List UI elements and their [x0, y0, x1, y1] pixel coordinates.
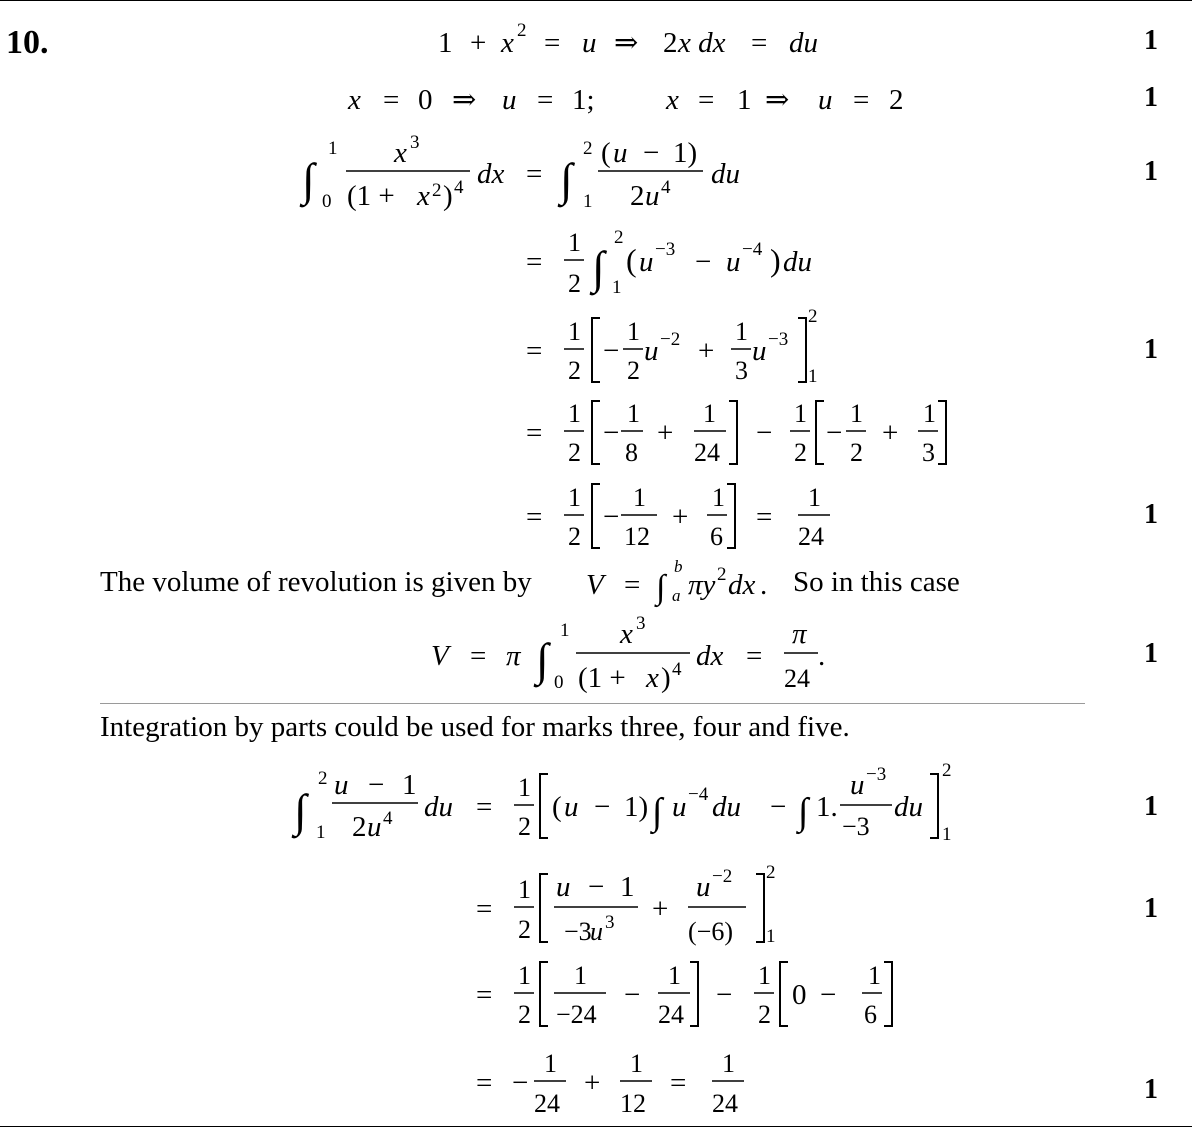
svg-text:−3: −3 — [655, 239, 676, 260]
svg-text:1: 1 — [518, 875, 531, 904]
svg-text:u: u — [502, 84, 517, 116]
svg-text:=: = — [476, 1067, 493, 1099]
svg-text:(: ( — [626, 242, 637, 278]
svg-text:⇒: ⇒ — [614, 27, 639, 59]
svg-text:−: − — [368, 769, 385, 801]
svg-text:b: b — [674, 557, 683, 576]
svg-text:−: − — [594, 791, 611, 823]
svg-text:V: V — [431, 640, 449, 672]
svg-text:x: x — [620, 618, 633, 650]
svg-text:−: − — [770, 791, 787, 823]
svg-text:(1 +: (1 + — [347, 180, 395, 212]
bottom-rule — [0, 1126, 1192, 1127]
svg-text:−24: −24 — [556, 1000, 597, 1029]
svg-text:=: = — [470, 640, 487, 672]
limits-line — [347, 84, 904, 116]
substitution-line — [438, 20, 818, 59]
svg-text:24: 24 — [534, 1089, 560, 1118]
svg-text:2: 2 — [627, 356, 640, 385]
svg-text:2: 2 — [432, 180, 442, 201]
svg-text:x: x — [394, 137, 407, 169]
volume-intro-text: The volume of revolution is given by — [100, 566, 532, 598]
svg-text:=: = — [526, 501, 543, 533]
section-divider — [100, 703, 1085, 704]
svg-text:−2: −2 — [712, 866, 733, 887]
svg-text:∫: ∫ — [294, 785, 307, 836]
mark-5: 1 — [1144, 499, 1158, 530]
svg-text:2: 2 — [568, 269, 581, 298]
svg-text:=: = — [746, 640, 763, 672]
svg-text:=: = — [670, 1067, 687, 1099]
svg-text:2: 2 — [630, 180, 645, 212]
svg-text:1: 1 — [668, 961, 681, 990]
svg-text:u: u — [752, 335, 767, 367]
svg-text:1: 1 — [518, 773, 531, 802]
svg-text:du: du — [783, 246, 812, 278]
parts-line-1 — [291, 760, 952, 845]
svg-text:u: u — [644, 335, 659, 367]
svg-text:=: = — [751, 27, 768, 59]
svg-text:u: u — [726, 246, 741, 278]
step-antiderivative — [526, 306, 818, 387]
svg-text:0: 0 — [554, 672, 564, 693]
mark-6: 1 — [1144, 638, 1158, 669]
svg-text:u: u — [334, 769, 349, 801]
svg-text:=: = — [526, 417, 543, 449]
svg-text:1): 1) — [673, 137, 698, 169]
svg-text:4: 4 — [454, 177, 464, 198]
svg-text:1: 1 — [868, 961, 881, 990]
svg-text:.: . — [818, 640, 826, 672]
svg-text:1: 1 — [630, 1049, 643, 1078]
svg-text:−4: −4 — [742, 239, 763, 260]
svg-text:u: u — [672, 791, 687, 823]
svg-text:6: 6 — [710, 522, 723, 551]
svg-text:1: 1 — [758, 961, 771, 990]
integration-by-parts-working — [0, 740, 1192, 1128]
svg-text:dx: dx — [728, 569, 756, 601]
svg-text:u: u — [582, 27, 597, 59]
svg-text:−: − — [716, 979, 733, 1011]
svg-text:1: 1 — [703, 399, 716, 428]
svg-text:1: 1 — [583, 191, 593, 212]
svg-text:+: + — [672, 501, 689, 533]
svg-text:=: = — [476, 791, 493, 823]
integral-substitution-equation — [299, 132, 740, 212]
svg-text:4: 4 — [661, 177, 671, 198]
svg-text:u: u — [590, 917, 603, 946]
svg-text:2: 2 — [352, 811, 367, 843]
svg-text:0: 0 — [792, 979, 807, 1011]
question-number: 10. — [6, 24, 49, 61]
svg-text:1: 1 — [808, 483, 821, 512]
svg-text:+: + — [470, 27, 487, 59]
svg-text:π: π — [506, 640, 521, 672]
svg-text:2: 2 — [518, 915, 531, 944]
svg-text:0: 0 — [418, 84, 433, 116]
svg-text:=: = — [624, 569, 641, 601]
mark-2: 1 — [1144, 82, 1158, 113]
svg-text:−: − — [603, 501, 620, 533]
svg-text:1: 1 — [544, 1049, 557, 1078]
svg-text:u: u — [818, 84, 833, 116]
svg-text:u: u — [556, 871, 571, 903]
svg-text:1: 1 — [794, 399, 807, 428]
svg-text:0: 0 — [322, 191, 332, 212]
svg-text:1: 1 — [568, 228, 581, 257]
svg-text:1: 1 — [568, 399, 581, 428]
svg-text:1: 1 — [633, 483, 646, 512]
svg-text:1: 1 — [712, 483, 725, 512]
svg-text:12: 12 — [624, 522, 650, 551]
step-result — [526, 483, 830, 551]
svg-text:1: 1 — [850, 399, 863, 428]
svg-text:+: + — [657, 417, 674, 449]
parts-line-2 — [476, 862, 776, 947]
svg-text:.: . — [760, 569, 768, 601]
svg-text:=: = — [526, 335, 543, 367]
svg-text:1: 1 — [568, 483, 581, 512]
svg-text:3: 3 — [922, 438, 935, 467]
svg-text:−: − — [826, 417, 843, 449]
svg-text:1: 1 — [620, 871, 635, 903]
svg-text:x: x — [501, 27, 514, 59]
svg-text:2: 2 — [717, 564, 727, 585]
svg-text:1: 1 — [560, 620, 570, 641]
svg-text:∫: ∫ — [592, 242, 605, 293]
svg-text:(−6): (−6) — [688, 917, 733, 946]
svg-text:1: 1 — [402, 769, 417, 801]
svg-text:−2: −2 — [660, 329, 681, 350]
svg-text:=: = — [383, 84, 400, 116]
svg-text:∫: ∫ — [656, 569, 666, 606]
svg-text:+: + — [698, 335, 715, 367]
svg-text:du: du — [424, 791, 453, 823]
svg-text:1: 1 — [316, 822, 326, 843]
svg-text:−: − — [820, 979, 837, 1011]
svg-text:∫: ∫ — [560, 154, 573, 205]
svg-text:1: 1 — [568, 317, 581, 346]
svg-text:6: 6 — [864, 1000, 877, 1029]
svg-text:∫: ∫ — [302, 154, 315, 205]
svg-text:1: 1 — [923, 399, 936, 428]
svg-text:−: − — [588, 871, 605, 903]
svg-text:2: 2 — [766, 862, 776, 883]
svg-text:=: = — [526, 158, 543, 190]
svg-text:24: 24 — [658, 1000, 684, 1029]
svg-text:24: 24 — [694, 438, 720, 467]
svg-text:1: 1 — [735, 317, 748, 346]
svg-text:−: − — [624, 979, 641, 1011]
svg-text:πy: πy — [688, 569, 716, 601]
svg-text:1: 1 — [942, 824, 952, 845]
svg-text:du: du — [789, 27, 818, 59]
svg-text:u: u — [645, 180, 660, 212]
svg-text:2: 2 — [568, 356, 581, 385]
svg-text:⇒: ⇒ — [765, 84, 790, 116]
svg-text:2: 2 — [568, 438, 581, 467]
svg-text:+: + — [882, 417, 899, 449]
svg-text:2: 2 — [889, 84, 904, 116]
svg-text:∫: ∫ — [536, 634, 549, 685]
svg-text:=: = — [526, 246, 543, 278]
svg-text:24: 24 — [712, 1089, 738, 1118]
svg-text:24: 24 — [798, 522, 824, 551]
svg-text:1: 1 — [612, 277, 622, 298]
svg-text:x dx: x dx — [678, 27, 726, 59]
svg-text:1: 1 — [627, 317, 640, 346]
svg-text:=: = — [853, 84, 870, 116]
svg-text:−: − — [756, 417, 773, 449]
svg-text:8: 8 — [625, 438, 638, 467]
svg-text:−3: −3 — [842, 812, 870, 841]
svg-text:+: + — [584, 1067, 601, 1099]
svg-text:u: u — [367, 811, 382, 843]
svg-text:(1 +: (1 + — [578, 662, 626, 694]
step-evaluate — [526, 399, 946, 467]
volume-result — [431, 613, 825, 694]
svg-text:2: 2 — [517, 20, 527, 41]
svg-text:=: = — [544, 27, 561, 59]
mark-3: 1 — [1144, 156, 1158, 187]
svg-text:(: ( — [601, 137, 611, 169]
svg-text:3: 3 — [605, 912, 615, 933]
svg-text:−: − — [603, 335, 620, 367]
svg-text:3: 3 — [636, 613, 646, 634]
svg-text:∫: ∫ — [798, 791, 809, 833]
svg-text:=: = — [476, 979, 493, 1011]
svg-text:dx: dx — [696, 640, 724, 672]
svg-text:−3: −3 — [768, 329, 789, 350]
svg-text:+: + — [652, 893, 669, 925]
svg-text:): ) — [770, 242, 781, 278]
mark-1: 1 — [1144, 25, 1158, 56]
svg-text:1;: 1; — [572, 84, 595, 116]
svg-text:∫: ∫ — [652, 791, 663, 833]
step-split — [526, 227, 812, 298]
svg-text:2: 2 — [583, 138, 593, 159]
svg-text:1): 1) — [624, 791, 649, 823]
svg-text:x: x — [348, 84, 361, 116]
svg-text:1: 1 — [574, 961, 587, 990]
svg-text:u: u — [696, 871, 711, 903]
svg-text:−: − — [643, 137, 660, 169]
svg-text:=: = — [476, 893, 493, 925]
volume-intro-tail: So in this case — [793, 566, 960, 598]
svg-text:2: 2 — [850, 438, 863, 467]
svg-text:−: − — [512, 1067, 529, 1099]
svg-text:V: V — [586, 569, 604, 601]
mark-7: 1 — [1144, 791, 1158, 822]
mark-8: 1 — [1144, 893, 1158, 924]
svg-text:4: 4 — [383, 808, 393, 829]
svg-text:2: 2 — [663, 27, 678, 59]
svg-text:(: ( — [552, 791, 562, 823]
svg-text:2: 2 — [518, 812, 531, 841]
svg-text:2: 2 — [614, 227, 624, 248]
svg-text:u: u — [850, 769, 865, 801]
svg-text:−4: −4 — [688, 784, 709, 805]
svg-text:1: 1 — [518, 961, 531, 990]
svg-text:⇒: ⇒ — [452, 84, 477, 116]
svg-text:2: 2 — [942, 760, 952, 781]
svg-text:−: − — [695, 246, 712, 278]
svg-text:x: x — [646, 662, 659, 694]
svg-text:): ) — [443, 180, 453, 212]
svg-text:1: 1 — [766, 926, 776, 947]
svg-text:1: 1 — [808, 366, 818, 387]
svg-text:x: x — [666, 84, 679, 116]
svg-text:u: u — [613, 137, 628, 169]
svg-text:4: 4 — [672, 659, 682, 680]
svg-text:2: 2 — [518, 1000, 531, 1029]
svg-text:2: 2 — [794, 438, 807, 467]
svg-text:du: du — [711, 158, 740, 190]
svg-text:u: u — [639, 246, 654, 278]
alternative-method-note: Integration by parts could be used for marks three, four and five. — [100, 711, 850, 743]
svg-text:dx: dx — [477, 158, 505, 190]
svg-text:1: 1 — [722, 1049, 735, 1078]
svg-text:2: 2 — [568, 522, 581, 551]
volume-intro — [100, 566, 532, 599]
svg-text:2: 2 — [758, 1000, 771, 1029]
svg-text:3: 3 — [410, 132, 420, 153]
svg-text:1: 1 — [438, 27, 453, 59]
svg-text:−3: −3 — [564, 917, 592, 946]
mark-4: 1 — [1144, 334, 1158, 365]
svg-text:du: du — [894, 791, 923, 823]
svg-text:−: − — [603, 417, 620, 449]
svg-text:π: π — [792, 618, 807, 650]
svg-text:24: 24 — [784, 664, 810, 693]
svg-text:du: du — [712, 791, 741, 823]
mark-9: 1 — [1144, 1074, 1158, 1105]
svg-text:1: 1 — [627, 399, 640, 428]
parts-line-4 — [476, 1049, 744, 1118]
svg-text:u: u — [564, 791, 579, 823]
svg-text:1: 1 — [328, 138, 338, 159]
svg-text:12: 12 — [620, 1089, 646, 1118]
svg-text:x: x — [417, 180, 430, 212]
parts-line-3 — [476, 961, 892, 1029]
svg-text:2: 2 — [318, 768, 328, 789]
svg-text:1: 1 — [737, 84, 752, 116]
svg-text:−3: −3 — [866, 764, 887, 785]
svg-text:=: = — [537, 84, 554, 116]
svg-text:a: a — [672, 586, 681, 605]
svg-text:): ) — [661, 662, 671, 694]
svg-text:1.: 1. — [816, 791, 838, 823]
svg-text:3: 3 — [735, 356, 748, 385]
svg-text:2: 2 — [808, 306, 818, 327]
svg-text:=: = — [756, 501, 773, 533]
svg-text:=: = — [698, 84, 715, 116]
volume-formula — [586, 557, 767, 608]
